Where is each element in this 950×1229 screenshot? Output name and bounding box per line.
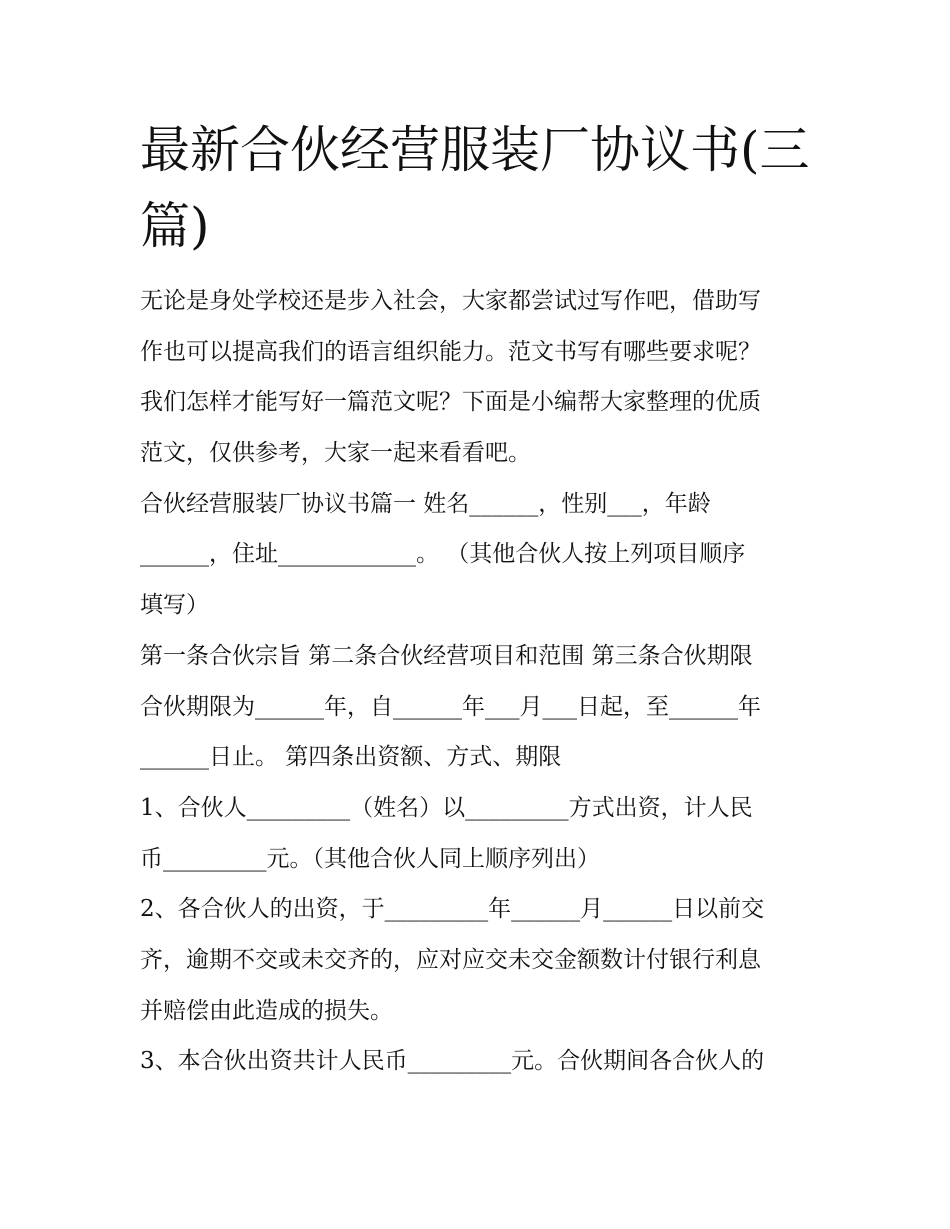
body-line: 范文，仅供参考，大家一起来看看吧。 [140, 440, 531, 467]
body-line: 3、本合伙出资共计人民币_________元。合伙期间各合伙人的 [140, 1048, 765, 1075]
body-line: 2、各合伙人的出资，于_________年______月______日以前交 [140, 896, 765, 923]
body-line: 填写） [140, 592, 209, 619]
body-line: 并赔偿由此造成的损失。 [140, 997, 393, 1024]
body-line: ______，住址____________。 （其他合伙人按上列项目顺序 [140, 541, 746, 568]
body-line: 作也可以提高我们的语言组织能力。范文书写有哪些要求呢？ [140, 338, 761, 365]
title-line: 最新合伙经营服装厂协议书(三 [140, 121, 810, 179]
body-line: 第一条合伙宗旨 第二条合伙经营项目和范围 第三条合伙期限 [140, 642, 753, 669]
body-line: 我们怎样才能写好一篇范文呢？下面是小编帮大家整理的优质 [140, 389, 761, 416]
body-line: ______日止。 第四条出资额、方式、期限 [140, 744, 562, 771]
body-line: 1、合伙人_________（姓名）以_________方式出资，计人民 [140, 794, 753, 821]
document-body [140, 276, 830, 1087]
body-line: 齐，逾期不交或未交齐的，应对应交未交金额数计付银行利息 [140, 946, 761, 973]
title-line: 篇) [140, 197, 210, 255]
document-title [140, 112, 840, 264]
body-line: 合伙期限为______年，自______年___月___日起，至______年 [140, 693, 761, 720]
body-line: 无论是身处学校还是步入社会，大家都尝试过写作吧，借助写 [140, 288, 761, 314]
body-line: 币_________元。（其他合伙人同上顺序列出） [140, 845, 600, 872]
body-line: 合伙经营服装厂协议书篇一 姓名______，性别___，年龄 [140, 490, 711, 517]
